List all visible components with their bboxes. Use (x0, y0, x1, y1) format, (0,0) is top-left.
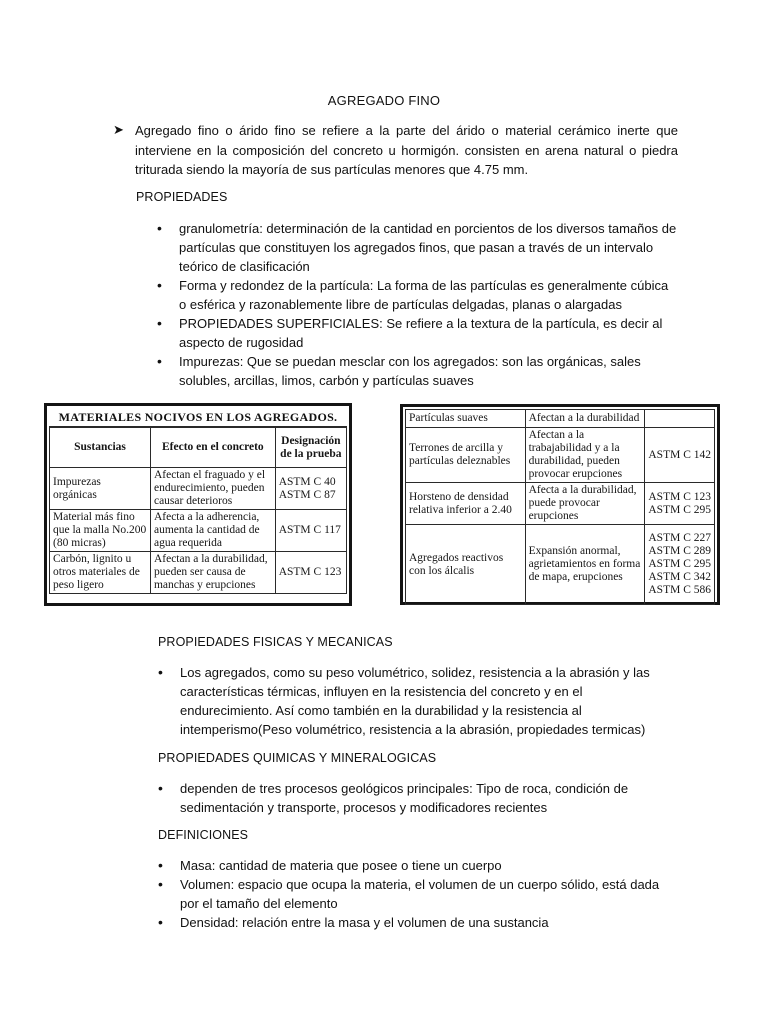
fisicas-list (158, 663, 678, 739)
table-row (50, 510, 347, 552)
propiedades-list (157, 219, 677, 390)
quimicas-list (158, 779, 678, 817)
cell-sustancia: Carbón, lignito u otros materiales de peso ligero (50, 552, 151, 594)
intro-text: Agregado fino o árido fino se refiere a la parte del árido o material cerámico inerte que interviene en la composición del concreto u hormigón. consisten en arena natural o piedra triturada siendo la mayoría de sus partículas menores que 4.75 mm. (135, 123, 678, 177)
cell-efecto: Afectan a la durabilidad, pueden ser causa de manchas y erupciones (150, 552, 275, 594)
page-title: AGREGADO FINO (327, 93, 441, 108)
fisicas-heading: PROPIEDADES FISICAS Y MECANICAS (158, 635, 393, 649)
astm-code: ASTM C 289 (648, 545, 711, 557)
definiciones-heading: DEFINICIONES (158, 828, 249, 842)
list-item: • PROPIEDADES SUPERFICIALES: Se refiere a la textura de la partícula, es decir al aspecto de rugosidad (157, 314, 677, 352)
list-item: • Volumen: espacio que ocupa la materia, el volumen de un cuerpo sólido, está dada por el tamaño del elemento (158, 875, 678, 913)
table-row (406, 410, 715, 428)
list-item: • Los agregados, como su peso volumétrico, solidez, resistencia a la abrasión y las características térmicas, influyen en la resistencia del concreto y en el endurecimiento. Así como también en la durabilidad y la resistencia al intemperismo(Peso volumétrico, resistencia a la abrasión, propiedades termicas) (158, 663, 678, 739)
astm-code: ASTM C 123 (648, 490, 711, 503)
column-header: Sustancias (50, 428, 151, 468)
cell-efecto: Afectan el fraguado y el endurecimiento, pueden causar deterioros (150, 468, 275, 510)
table-row (406, 525, 715, 605)
cell-designacion (645, 428, 715, 483)
list-item: • Forma y redondez de la partícula: La forma de las partículas es generalmente cúbica o esférica y razonablemente libre de partículas delgadas, planas o alargadas (157, 276, 677, 314)
astm-code: ASTM C 40 (278, 475, 336, 488)
table-row (50, 552, 347, 594)
astm-code: ASTM C 227 (648, 532, 711, 544)
table-row (50, 468, 347, 510)
cell-efecto: Expansión anormal, agrietamientos en forma de mapa, erupciones (525, 525, 645, 605)
column-header: Designación de la prueba (275, 428, 346, 468)
cell-efecto: Afectan a la durabilidad (525, 410, 645, 428)
cell-sustancia: Partículas suaves (406, 410, 526, 428)
cell-efecto: Afectan a la trabajabilidad y a la durabilidad, pueden provocar erupciones (525, 428, 645, 483)
table-title: MATERIALES NOCIVOS EN LOS AGREGADOS. (49, 408, 347, 427)
list-item: • Densidad: relación entre la masa y el volumen de una sustancia (158, 913, 678, 932)
astm-code: ASTM C 117 (278, 524, 341, 536)
cell-designacion (645, 483, 715, 525)
cell-designacion (275, 552, 346, 594)
astm-code: ASTM C 295 (648, 503, 711, 516)
cell-designacion (275, 468, 346, 510)
column-header: Efecto en el concreto (150, 428, 275, 468)
nocivos-table (49, 427, 347, 594)
agregados-table (405, 409, 715, 605)
astm-code: ASTM C 295 (648, 558, 711, 570)
table-agregados-continuacion (400, 404, 720, 605)
quimicas-heading: PROPIEDADES QUIMICAS Y MINERALOGICAS (158, 751, 437, 765)
table-materiales-nocivos (44, 403, 352, 606)
cell-designacion (275, 510, 346, 552)
astm-code: ASTM C 586 (648, 584, 711, 596)
definiciones-list (158, 856, 678, 932)
list-item: • dependen de tres procesos geológicos principales: Tipo de roca, condición de sedimentación y transporte, procesos y modificadores recientes (158, 779, 678, 817)
list-item: • Impurezas: Que se puedan mesclar con los agregados: son las orgánicas, sales solubles, arcillas, limos, carbón y partículas suaves (157, 352, 677, 390)
cell-efecto: Afecta a la adherencia, aumenta la cantidad de agua requerida (150, 510, 275, 552)
cell-designacion (645, 525, 715, 605)
astm-code: ASTM C 142 (648, 448, 711, 461)
astm-code: ASTM C 87 (278, 488, 336, 501)
propiedades-heading: PROPIEDADES (136, 190, 228, 204)
cell-efecto: Afecta a la durabilidad, puede provocar erupciones (525, 483, 645, 525)
cell-designacion (645, 410, 715, 428)
table-row (406, 428, 715, 483)
cell-sustancia: Agregados reactivos con los álcalis (406, 525, 526, 605)
cell-sustancia: Material más fino que la malla No.200 (80 micras) (50, 510, 151, 552)
table-row (406, 483, 715, 525)
cell-sustancia: Terrones de arcilla y partículas deleznables (406, 428, 526, 483)
astm-code: ASTM C 123 (278, 566, 342, 578)
list-item: • Masa: cantidad de materia que posee o tiene un cuerpo (158, 856, 678, 875)
cell-sustancia: Horsteno de densidad relativa inferior a 2.40 (406, 483, 526, 525)
list-item: • granulometría: determinación de la cantidad en porcientos de los diversos tamaños de partículas que constituyen los agregados finos, que pasan a través de un intervalo teórico de clasificación (157, 219, 677, 276)
astm-code: ASTM C 342 (648, 571, 711, 583)
arrow-bullet-icon: ➤ (113, 122, 124, 137)
cell-sustancia: Impurezas orgánicas (50, 468, 151, 510)
intro-paragraph (113, 121, 678, 180)
